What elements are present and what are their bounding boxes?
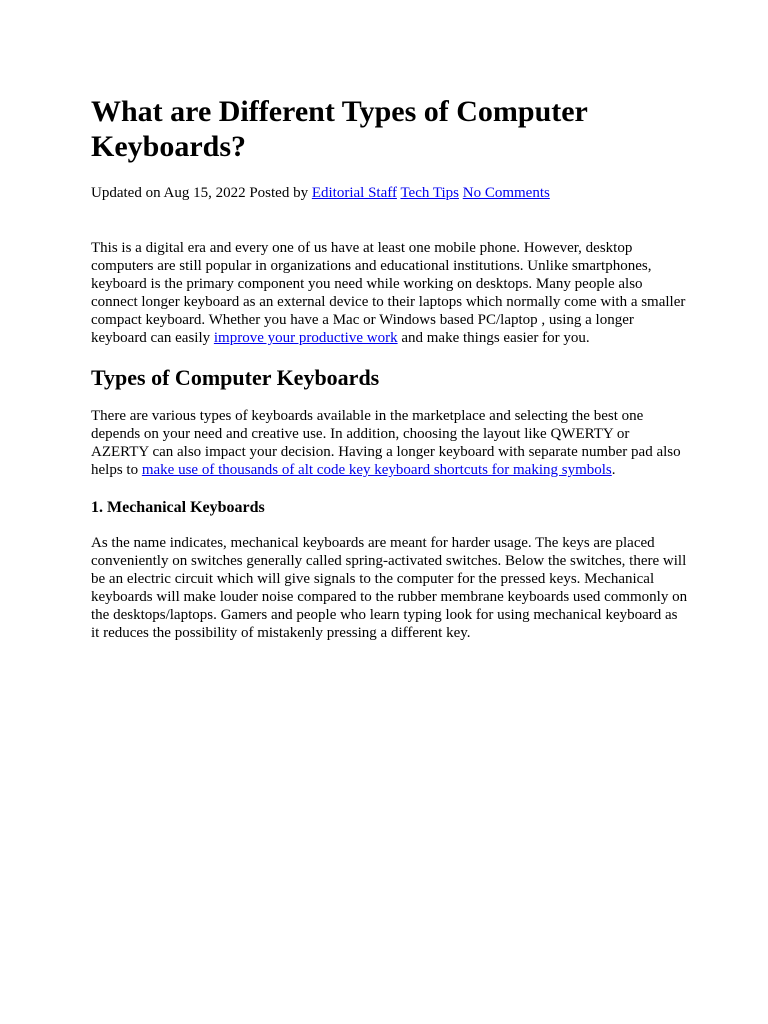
types-text-start: There are various types of keyboards available in the marketplace and selecting the best one depends on your need and creative use. In addition, choosing the layout like QWERTY or AZERTY can also impact your decision. Having a longer keyboard with separate number pad also helps to [91,408,681,478]
intro-text-start: This is a digital era and every one of us have at least one mobile phone. However, desktop computers are still popular in organizations and educational institutions. Unlike smartphones, keyboard is the primary component you need while working on desktops. Many people also connect longer keyboard as an external device to their laptops which normally come with a smaller compact keyboard. Whether you have a Mac or Windows based PC/laptop , using a longer keyboard can easily [91,240,686,346]
author-link[interactable]: Editorial Staff [311,185,397,201]
intro-text-end: and make things easier for you. [397,330,590,346]
article-meta [91,184,688,202]
alt-code-link[interactable]: make use of thousands of alt code key keyboard shortcuts for making symbols [141,462,612,478]
category-link[interactable]: Tech Tips [400,185,459,201]
productive-work-link[interactable]: improve your productive work [213,330,398,346]
updated-date-text: Updated on Aug 15, 2022 Posted by [91,185,312,201]
types-paragraph [91,407,688,479]
mechanical-paragraph: As the name indicates, mechanical keyboards are meant for harder usage. The keys are placed conveniently on switches generally called spring-activated switches. Below the switches, there will be an electric circuit which will give signals to the computer for the pressed keys. Mechanical keyboards will make louder noise compared to the rubber membrane keyboards used commonly on the desktops/laptops. Gamers and people who learn typing look for using mechanical keyboard as it reduces the possibility of mistakenly pressing a different key. [91,535,688,641]
intro-paragraph [91,239,688,347]
article-title: What are Different Types of Computer Keyboards? [91,95,588,163]
types-heading: Types of Computer Keyboards [91,365,380,390]
mechanical-heading: 1. Mechanical Keyboards [91,499,265,516]
types-text-end: . [611,462,616,478]
comments-link[interactable]: No Comments [462,185,550,201]
